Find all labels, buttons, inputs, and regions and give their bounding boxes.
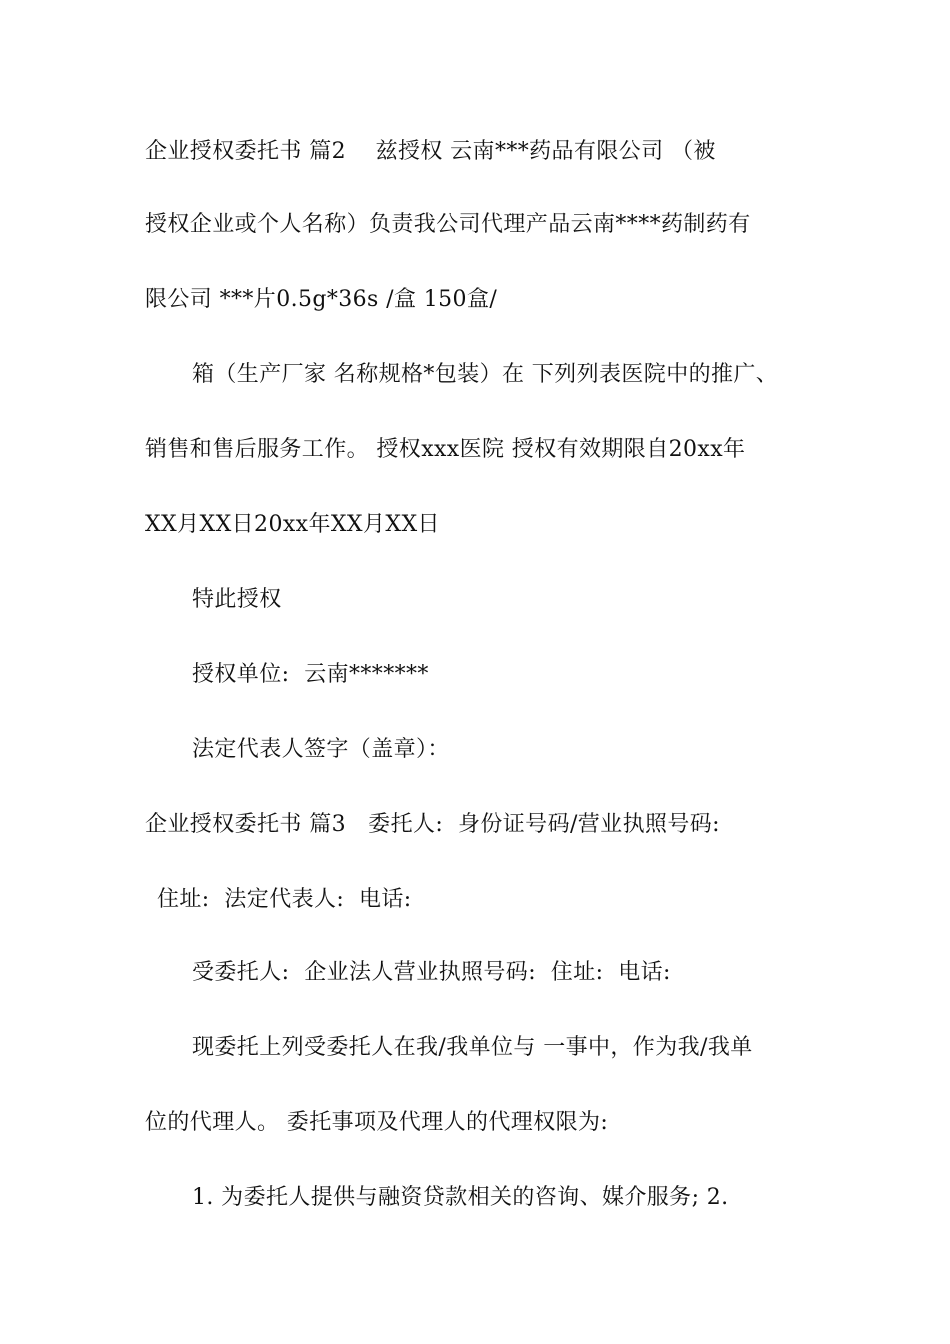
doc-line-1: 企业授权委托书 篇2 兹授权 云南***药品有限公司 （被 <box>145 139 716 164</box>
doc-line-6: XX月XX日20xx年XX月XX日 <box>145 512 440 537</box>
doc-line-10: 企业授权委托书 篇3 委托人: 身份证号码/营业执照号码: <box>145 812 720 837</box>
doc-line-4: 箱（生产厂家 名称规格*包装）在 下列列表医院中的推广、 <box>192 362 779 387</box>
doc-line-12: 受委托人: 企业法人营业执照号码: 住址: 电话: <box>192 960 671 985</box>
doc-line-15: 1. 为委托人提供与融资贷款相关的咨询、媒介服务; 2. <box>192 1185 729 1210</box>
doc-line-5: 销售和售后服务工作。 授权xxx医院 授权有效期限自20xx年 <box>145 437 746 462</box>
doc-line-11: 住址: 法定代表人: 电话: <box>157 887 412 912</box>
doc-line-9: 法定代表人签字（盖章）： <box>192 737 450 762</box>
doc-line-8: 授权单位: 云南******* <box>192 662 429 687</box>
doc-line-7: 特此授权 <box>192 587 282 612</box>
doc-line-3: 限公司 ***片0.5g*36s /盒 150盒/ <box>145 287 498 312</box>
doc-line-13: 现委托上列受委托人在我/我单位与 一事中，作为我/我单 <box>192 1035 753 1060</box>
doc-line-2: 授权企业或个人名称）负责我公司代理产品云南****药制药有 <box>145 212 751 237</box>
doc-line-14: 位的代理人。 委托事项及代理人的代理权限为: <box>145 1110 609 1135</box>
